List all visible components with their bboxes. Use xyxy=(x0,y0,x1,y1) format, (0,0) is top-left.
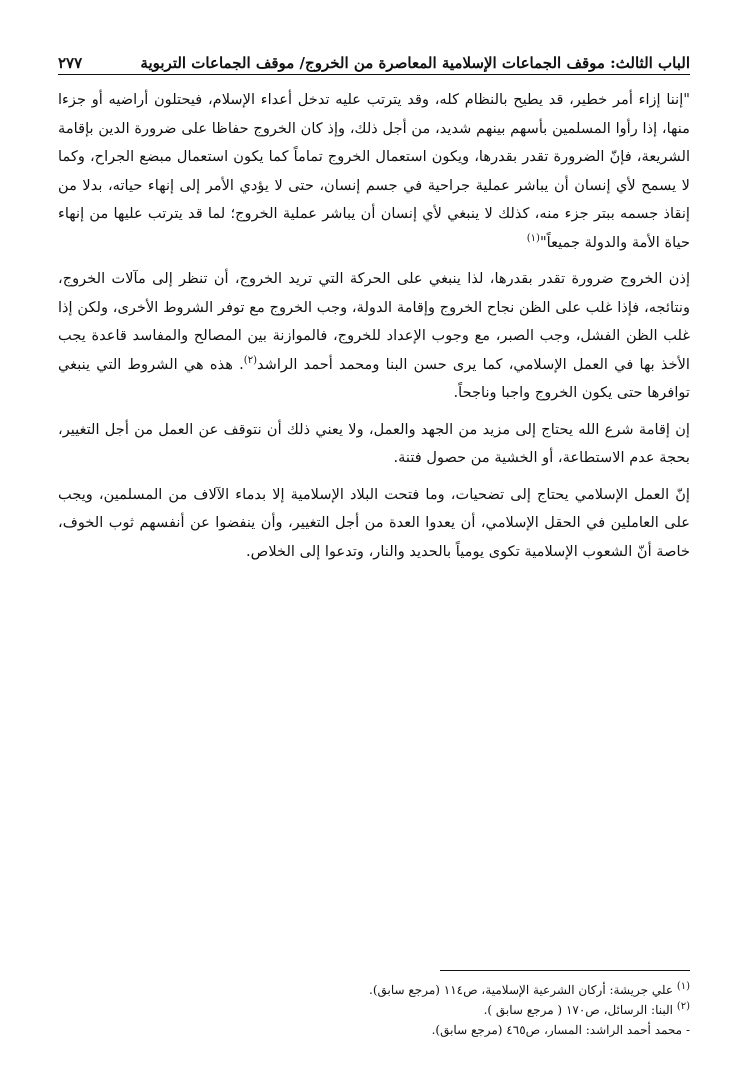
paragraph-conditions xyxy=(58,265,690,408)
footnote-ref: (١) xyxy=(526,232,540,244)
chapter-title: الباب الثالث: موقف الجماعات الإسلامية المعاصرة من الخروج/ موقف الجماعات التربوية xyxy=(140,54,690,72)
paragraph-text: إذن الخروج ضرورة تقدر بقدرها، لذا ينبغي على الحركة التي تريد الخروج، أن تنظر إلى مآلات الخروج، ونتائجه، فإذا غلب على الظن نجاح الخروج وإقامة الدولة، وجب الخروج مع توفر الشروط الأخرى، ولكن إذا غلب الظن الفشل، وجب الصبر، مع وجوب الإعداد للخروج، فالموازنة بين المصالح والمفاسد قاعدة يجب الأخذ بها في العمل الإسلامي، كما يرى حسن البنا ومحمد أحمد الراشد xyxy=(58,270,690,373)
footnote-item xyxy=(58,1000,690,1020)
page-header xyxy=(58,40,690,72)
footnote-ref: (٢) xyxy=(243,354,257,366)
paragraph-sacrifice xyxy=(58,481,690,567)
footnote-mark: - xyxy=(685,1023,690,1037)
paragraph-text: "إننا إزاء أمر خطير، قد يطيح بالنظام كله، وقد يترتب عليه تدخل أعداء الإسلام، فيحتلون أراضيه أو جزءا منها، إذا رأوا المسلمين بأسهم بينهم شديد، من أجل ذلك، وإذ كان الخروج حفاظا على ضرورة الدين بإقامة الشريعة، فإنّ الضرورة تقدر بقدرها، ويكون استعمال الخروج تماماً كما يكون استعمال مبضع الجراح، وكما لا يسمح لأي إنسان أن يباشر عملية جراحية في جسم إنسان، حتى لا يؤدي الأمر إلى إنهاء حياته، بدلا من إنقاذ جسمه ببتر جزء منه، كذلك لا ينبغي لأي إنسان أن يباشر عملية الخروج؛ لما قد يترتب عليها من إنهاء حياة الأمة والدولة جميعاً" xyxy=(58,91,690,251)
body-text xyxy=(58,86,690,574)
paragraph-sharia xyxy=(58,416,690,473)
paragraph-quote xyxy=(58,86,690,257)
footnote-mark: (١) xyxy=(676,981,690,992)
footnote-text: البنا: الرسائل، ص١٧٠ ( مرجع سابق ). xyxy=(483,1003,673,1017)
paragraph-text: إنّ العمل الإسلامي يحتاج إلى تضحيات، وما فتحت البلاد الإسلامية إلا بدماء الآلاف من المسلمين، ويجب على العاملين في الحقل الإسلامي، أن يعدوا العدة من أجل التغيير، وأن ينفضوا عن أنفسهم ثوب الخوف، خاصة أنّ الشعوب الإسلامية تكوى يومياً بالحديد والنار، وتدعوا إلى الخلاص. xyxy=(58,485,690,560)
footnote-text: علي جريشة: أركان الشرعية الإسلامية، ص١١٤ (مرجع سابق). xyxy=(369,983,673,997)
page-number: ٢٧٧ xyxy=(58,54,83,72)
footnote-item xyxy=(58,980,690,1000)
paragraph-text-continued: . هذه هي الشروط التي ينبغي توافرها حتى يكون الخروج واجبا وناجحاً. xyxy=(58,355,690,401)
footnote-text: محمد أحمد الراشد: المسار، ص٤٦٥ (مرجع سابق). xyxy=(431,1023,683,1037)
footnote-item xyxy=(58,1020,690,1040)
header-divider xyxy=(58,74,690,75)
footnote-divider xyxy=(440,970,690,971)
paragraph-text: إن إقامة شرع الله يحتاج إلى مزيد من الجهد والعمل، ولا يعني ذلك أن نتوقف عن العمل من أجل التغيير، بحجة عدم الاستطاعة، أو الخشية من حصول فتنة. xyxy=(58,420,690,466)
footnote-mark: (٢) xyxy=(676,1001,690,1012)
footnotes xyxy=(58,980,690,1040)
